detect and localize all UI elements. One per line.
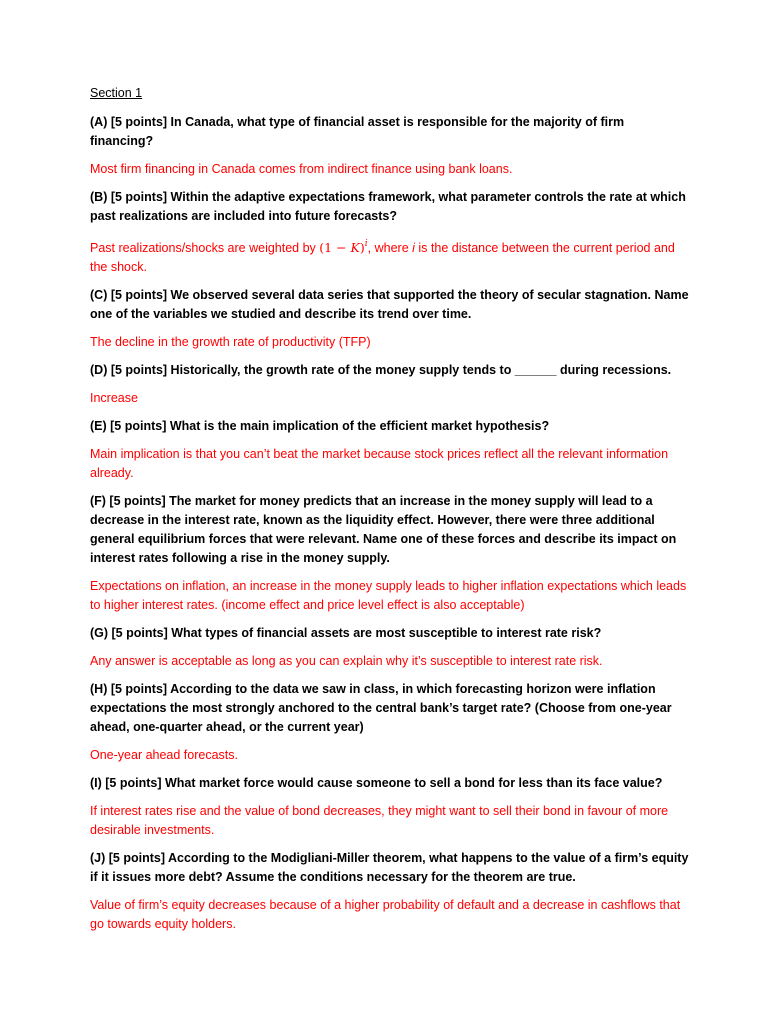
question-block-b: [90, 188, 690, 277]
question-j: (J) [5 points] According to the Modigliani-Miller theorem, what happens to the value of a firm’s equity if it issues more debt? Assume the conditions necessary for the theorem are true.: [90, 851, 689, 884]
question-block-a: [90, 113, 690, 179]
question-h: (H) [5 points] According to the data we saw in class, in which forecasting horizon were inflation expectations the most strongly anchored to the central bank’s target rate? (Choose from one-year ahead, one-quarter ahead, or the current year): [90, 682, 672, 734]
section-title: Section 1: [90, 86, 143, 100]
answer-b-prefix: Past realizations/shocks are weighted by: [90, 241, 320, 255]
question-block-c: [90, 286, 690, 352]
question-block-f: [90, 492, 690, 615]
question-block-j: [90, 849, 690, 934]
answer-b-middle: , where: [367, 241, 413, 255]
answer-h: One-year ahead forecasts.: [90, 748, 238, 762]
answer-i: If interest rates rise and the value of bond decreases, they might want to sell their bond in favour of more desirable investments.: [90, 804, 669, 837]
answer-a: Most firm financing in Canada comes from indirect finance using bank loans.: [90, 162, 513, 176]
answer-b-var: i: [412, 241, 415, 255]
question-i: (I) [5 points] What market force would cause someone to sell a bond for less than its face value?: [90, 776, 663, 790]
answer-j: Value of firm’s equity decreases because of a higher probability of default and a decrease in cashflows that go towards equity holders.: [90, 898, 681, 931]
adaptive-weight-formula: [319, 240, 367, 255]
answer-d: Increase: [90, 391, 138, 405]
formula-exponent: i: [364, 239, 368, 249]
question-b: (B) [5 points] Within the adaptive expectations framework, what parameter controls the rate at which past realizations are included into future forecasts?: [90, 190, 686, 223]
question-block-g: [90, 624, 690, 671]
question-f: (F) [5 points] The market for money predicts that an increase in the money supply will lead to a decrease in the interest rate, known as the liquidity effect. However, there were three additional general equilibrium forces that were relevant. Name one of these forces and describe its impact on interest rates following a rise in the money supply.: [90, 494, 677, 565]
answer-e: Main implication is that you can’t beat the market because stock prices reflect all the relevant information already.: [90, 447, 669, 480]
formula-close: ): [359, 240, 365, 255]
question-block-i: [90, 774, 690, 840]
question-e: (E) [5 points] What is the main implication of the efficient market hypothesis?: [90, 419, 550, 433]
question-c: (C) [5 points] We observed several data series that supported the theory of secular stagnation. Name one of the variables we studied and describe its trend over time.: [90, 288, 689, 321]
question-d: (D) [5 points] Historically, the growth rate of the money supply tends to ______ during recessions.: [90, 363, 672, 377]
question-g: (G) [5 points] What types of financial assets are most susceptible to interest rate risk?: [90, 626, 602, 640]
answer-g: Any answer is acceptable as long as you can explain why it’s susceptible to interest rate risk.: [90, 654, 603, 668]
answer-b: [90, 235, 690, 277]
answer-b-suffix: is the distance between the current period and the shock.: [90, 241, 675, 274]
answer-c: The decline in the growth rate of productivity (TFP): [90, 335, 371, 349]
answer-f: Expectations on inflation, an increase in the money supply leads to higher inflation expectations which leads to higher interest rates. (income effect and price level effect is also acceptable): [90, 579, 687, 612]
question-block-d: [90, 361, 690, 408]
question-block-e: [90, 417, 690, 483]
formula-open: (1 −: [319, 240, 351, 255]
document-page: [90, 84, 690, 943]
question-a: (A) [5 points] In Canada, what type of financial asset is responsible for the majority of firm financing?: [90, 115, 625, 148]
question-block-h: [90, 680, 690, 765]
formula-var: K: [350, 240, 360, 255]
